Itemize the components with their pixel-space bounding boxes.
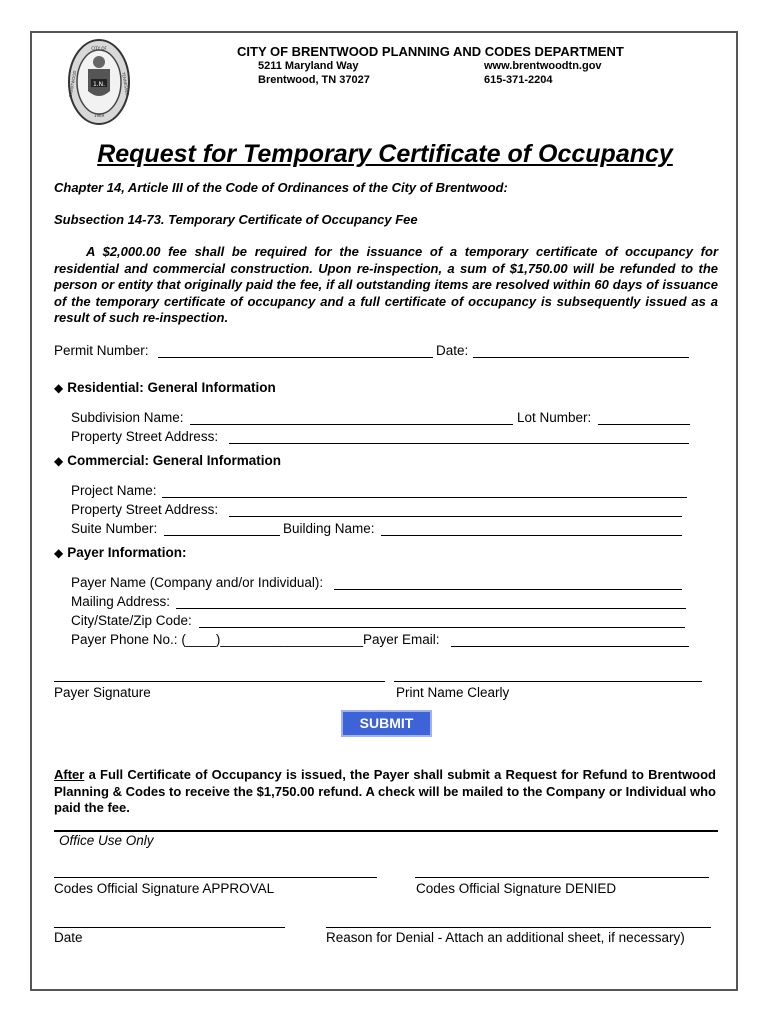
subdivision-name-label: Subdivision Name: xyxy=(71,410,184,425)
office-use-divider xyxy=(54,830,718,832)
project-name-label: Project Name: xyxy=(71,483,157,498)
payer-section-heading: ◆ Payer Information: xyxy=(54,545,187,560)
payer-name-label: Payer Name (Company and/or Individual): xyxy=(71,575,324,590)
denial-reason-line[interactable] xyxy=(326,927,711,928)
svg-text:1.N.: 1.N. xyxy=(92,81,106,88)
print-name-label: Print Name Clearly xyxy=(396,685,510,700)
payer-name-field[interactable] xyxy=(334,589,682,590)
project-name-field[interactable] xyxy=(162,497,687,498)
payer-signature-line[interactable] xyxy=(54,681,385,682)
commercial-section-heading: ◆ Commercial: General Information xyxy=(54,453,282,468)
diamond-bullet-icon: ◆ xyxy=(54,546,64,560)
refund-note: After a Full Certificate of Occupancy is issued, the Payer shall submit a Request for Refund to Brentwood Planning & Codes to receive the $1,750.00 refund. A check will be mailed to the Company or Individual who paid the fee. xyxy=(54,767,716,815)
residential-section-heading: ◆ Residential: General Information xyxy=(54,380,276,395)
address-line2: Brentwood, TN 37027 xyxy=(258,74,370,86)
office-date-label: Date xyxy=(54,930,83,945)
approval-signature-line[interactable] xyxy=(54,877,377,878)
lot-number-field[interactable] xyxy=(598,424,690,425)
suite-number-label: Suite Number: xyxy=(71,521,158,536)
permit-number-label: Permit Number: xyxy=(54,343,149,358)
department-name: CITY OF BRENTWOOD PLANNING AND CODES DEPARTMENT xyxy=(237,44,624,59)
residential-street-address-label: Property Street Address: xyxy=(71,429,219,444)
phone: 615-371-2204 xyxy=(484,74,553,86)
building-name-field[interactable] xyxy=(381,535,682,536)
website: www.brentwoodtn.gov xyxy=(484,60,602,72)
city-seal-logo xyxy=(68,39,130,125)
svg-text:TENNESSEE: TENNESSEE xyxy=(120,71,130,96)
diamond-bullet-icon: ◆ xyxy=(54,454,64,468)
office-use-heading: Office Use Only xyxy=(59,833,154,848)
permit-number-field[interactable] xyxy=(158,357,433,358)
fee-paragraph: A $2,000.00 fee shall be required for the issuance of a temporary certificate of occupancy for residential and commercial construction. Upon re-inspection, a sum of $1,750.00 will be refunded to the person or entity that originally paid the fee, if all outstanding items are resolved within 60 days of issuance of the temporary certificate of occupancy and a full certificate of occupancy is subsequently issued as a result of such re-inspection. xyxy=(54,244,718,325)
city-state-zip-field[interactable] xyxy=(199,627,685,628)
payer-phone-email-label: Payer Phone No.: (____)___________________Payer Email: xyxy=(71,632,440,647)
denial-reason-label: Reason for Denial - Attach an additional sheet, if necessary) xyxy=(326,930,685,945)
payer-email-field[interactable] xyxy=(451,646,689,647)
diamond-bullet-icon: ◆ xyxy=(54,381,64,395)
commercial-street-address-field[interactable] xyxy=(229,516,682,517)
approval-signature-label: Codes Official Signature APPROVAL xyxy=(54,881,275,896)
suite-number-field[interactable] xyxy=(164,535,280,536)
date-field[interactable] xyxy=(473,357,689,358)
svg-text:CITY OF: CITY OF xyxy=(91,46,107,51)
city-state-zip-label: City/State/Zip Code: xyxy=(71,613,192,628)
denied-signature-label: Codes Official Signature DENIED xyxy=(416,881,617,896)
denied-signature-line[interactable] xyxy=(415,877,709,878)
chapter-reference: Chapter 14, Article III of the Code of Ordinances of the City of Brentwood: xyxy=(54,180,508,195)
page-title: Request for Temporary Certificate of Occupancy xyxy=(97,140,673,168)
residential-street-address-field[interactable] xyxy=(229,443,689,444)
submit-button[interactable]: SUBMIT xyxy=(341,710,432,737)
office-date-line[interactable] xyxy=(54,927,285,928)
payer-signature-label: Payer Signature xyxy=(54,685,151,700)
date-label: Date: xyxy=(436,343,469,358)
svg-text:1969: 1969 xyxy=(93,113,105,118)
svg-text:BRENTWOOD: BRENTWOOD xyxy=(68,70,78,98)
print-name-line[interactable] xyxy=(394,681,702,682)
address-line1: 5211 Maryland Way xyxy=(258,60,359,72)
subdivision-name-field[interactable] xyxy=(190,424,513,425)
lot-number-label: Lot Number: xyxy=(517,410,592,425)
subsection-heading: Subsection 14-73. Temporary Certificate of Occupancy Fee xyxy=(54,212,418,227)
building-name-label: Building Name: xyxy=(283,521,375,536)
mailing-address-label: Mailing Address: xyxy=(71,594,171,609)
commercial-street-address-label: Property Street Address: xyxy=(71,502,219,517)
mailing-address-field[interactable] xyxy=(176,608,686,609)
